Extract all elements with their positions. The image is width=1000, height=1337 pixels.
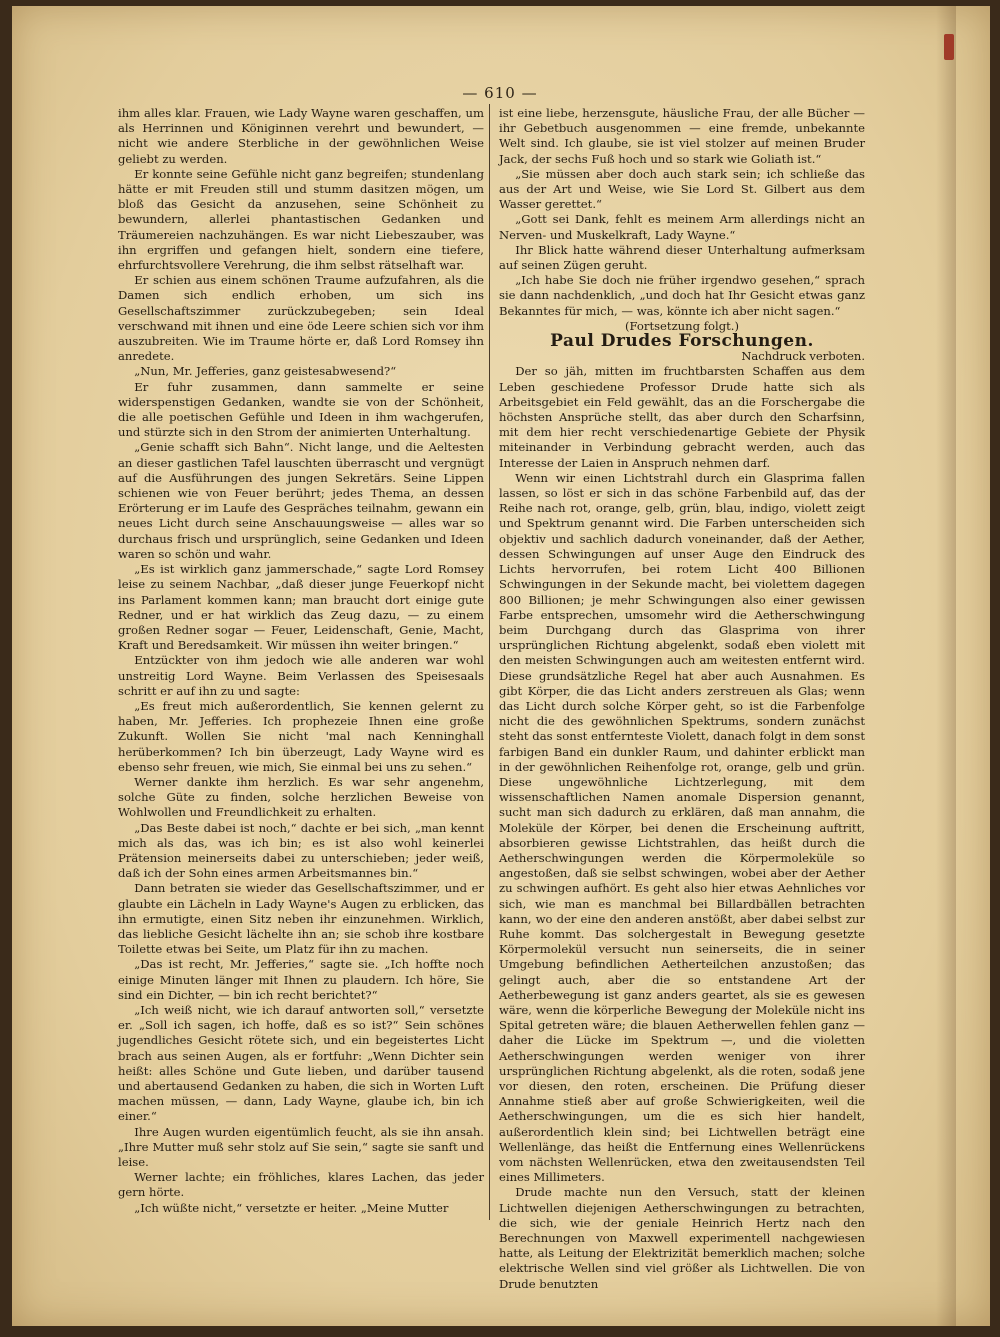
right-column (499, 106, 865, 1292)
paragraph: Wenn wir einen Lichtstrahl durch ein Glasprima fallen lassen, so löst er sich in das schöne Farbenbild auf, das der Reihe nach rot, orange, gelb, grün, blau, indigo, violett zeigt und Spektrum genannt wird. Die Farben unterscheiden sich objektiv und sachlich dadurch voneinander, daß der Aether, dessen Schwingungen auf unser Auge den Eindruck des Lichts hervorrufen, bei rotem Licht 400 Billionen Schwingungen in der Sekunde macht, bei violettem dagegen 800 Billionen; je mehr Schwingungen also einer gewissen Farbe entsprechen, umsomehr wird die Aetherschwingung beim Durchgang durch das Glasprima von ihrer ursprünglichen Richtung abgelenkt, sodaß eben violett mit den meisten Schwingungen auch am weitesten entfernt wird. Diese grundsätzliche Regel hat aber auch Ausnahmen. Es gibt Körper, die das Licht anders zerstreuen als Glas; wenn das Licht durch solche Körper geht, so ist die Farbenfolge nicht die des gewöhnlichen Spektrums, sondern zunächst steht das sonst entfernteste Violett, danach folgt in dem sonst farbigen Band ein dunkler Raum, und dahinter erblickt man in der gewöhnlichen Reihenfolge rot, orange, gelb und grün. Diese ungewöhnliche Lichtzerlegung, mit dem wissenschaftlichen Namen anomale Dispersion genannt, sucht man sich dadurch zu erklären, daß man annahm, die Moleküle der Körper, bei denen die Erscheinung auftritt, absorbieren gewisse Lichtstrahlen, das heißt durch die Aetherschwingungen werden die Körpermoleküle so angestoßen, daß sie selbst schwingen, wobei aber der Aether zu schwingen aufhört. Es geht also hier etwas Aehnliches vor sich, wie man es manchmal bei Billardbällen betrachten kann, wo der eine den anderen anstößt, aber dabei selbst zur Ruhe kommt. Das solchergestalt in Bewegung gesetzte Körpermolekül versucht nun seinerseits, die in seiner Umgebung befindlichen Aetherteilchen anzustoßen; das gelingt auch, aber die so entstandene Art der Aetherbewegung ist ganz anders geartet, als sie es gewesen wäre, wenn die körperliche Bewegung der Moleküle nicht ins Spital getreten wäre; die blauen Aetherwellen fehlen ganz — daher die Lücke im Spektrum —, und die violetten Aetherschwingungen werden weniger von ihrer ursprünglichen Richtung abgelenkt, als die roten, sodaß jene vor diesen, den roten, erscheinen. Die Prüfung dieser Annahme stieß aber auf große Schwierigkeiten, weil die Aetherschwingungen, um die es sich hier handelt, außerordentlich klein sind; bei Lichtwellen beträgt eine Wellenlänge, das heißt die Entfernung eines Wellenrückens vom nächsten Wellenrücken, etwa den zweitausendsten Teil eines Millimeters. (499, 470, 865, 1185)
column-divider (489, 104, 490, 1220)
paragraph: Ihre Augen wurden eigentümlich feucht, als sie ihn ansah. „Ihre Mutter muß sehr stolz auf Sie sein,“ sagte sie sanft und leise. (118, 1124, 484, 1170)
paragraph: „Sie müssen aber doch auch stark sein; ich schließe das aus der Art und Weise, wie Sie Lord St. Gilbert aus dem Wasser gerettet.“ (499, 166, 865, 212)
paragraph: Er fuhr zusammen, dann sammelte er seine widerspenstigen Gedanken, wandte sie von der Schönheit, die alle poetischen Gefühle und Ideen in ihm wachgerufen, und stürzte sich in den Strom der animierten Unterhaltung. (118, 379, 484, 440)
page-binding-shadow (936, 6, 956, 1326)
bookmark-tab (944, 34, 954, 60)
paragraph: Er konnte seine Gefühle nicht ganz begreifen; stundenlang hätte er mit Freuden still und stumm dasitzen mögen, um bloß das Gesicht da anzusehen, seine Schönheit zu bewundern, allerlei phantastischen Gedanken und Träumereien nachzuhängen. Es war nicht Liebeszauber, was ihn ergriffen und gefangen hielt, sondern eine tiefere, ehrfurchtsvollere Verehrung, die ihm selbst rätselhaft war. (118, 166, 484, 273)
reprint-note: Nachdruck verboten. (741, 349, 865, 364)
paragraph: „Gott sei Dank, fehlt es meinem Arm allerdings nicht an Nerven- und Muskelkraft, Lady Wayne.“ (499, 212, 865, 242)
paragraph: Entzückter von ihm jedoch wie alle anderen war wohl unstreitig Lord Wayne. Beim Verlassen des Speisesaals schritt er auf ihn zu und sagte: (118, 653, 484, 698)
continued-note: (Fortsetzung folgt.) (624, 318, 739, 333)
paragraph: „Genie schafft sich Bahn“. Nicht lange, und die Aeltesten an dieser gastlichen Tafel lauschten überrascht und vergnügt auf die Ausführungen des jungen Sekretärs. Seine Lippen schienen wie von Feuer berührt; jedes Thema, an dessen Erörterung er im Laufe des Gespräches teilnahm, gewann ein neues Licht durch seine Anschauungsweise — alles war so durchaus frisch und ursprünglich, seine Gedanken und Ideen waren so schön und wahr. (118, 440, 484, 561)
paragraph: Drude machte nun den Versuch, statt der kleinen Lichtwellen diejenigen Aetherschwingungen zu betrachten, die sich, wie der geniale Heinrich Hertz nach den Berechnungen von Maxwell experimentell nachgewiesen hatte, als Leitung der Elektrizität bemerklich machen; solche elektrische Wellen sind viel größer als Lichtwellen. Die von Drude benutzten (499, 1185, 865, 1291)
left-column (118, 106, 484, 1216)
paragraph: ist eine liebe, herzensgute, häusliche Frau, der alle Bücher — ihr Gebetbuch ausgenommen — eine fremde, unbekannte Welt sind. Ich glaube, sie ist viel stolzer auf meinen Bruder Jack, der sechs Fuß hoch und so stark wie Goliath ist.“ (499, 106, 865, 166)
paragraph: „Nun, Mr. Jefferies, ganz geistesabwesend?“ (134, 364, 397, 379)
paragraph: Er schien aus einem schönen Traume aufzufahren, als die Damen sich endlich erhoben, um sich ins Gesellschaftszimmer zurückzubegeben; sein Ideal verschwand mit ihnen und eine öde Leere schien sich vor ihm auszubreiten. Wie im Traume hörte er, daß Lord Romsey ihn anredete. (118, 273, 484, 364)
paragraph: „Ich weiß nicht, wie ich darauf antworten soll,“ versetzte er. „Soll ich sagen, ich hoffe, daß es so ist?“ Sein schönes jugendliches Gesicht rötete sich, und ein begeistertes Licht brach aus seinen Augen, als er fortfuhr: „Wenn Dichter sein heißt: alles Schöne und Gute lieben, und darüber tausend und abertausend Gedanken zu haben, die sich in Worten Luft machen müssen, — dann, Lady Wayne, glaube ich, bin ich einer.“ (118, 1002, 484, 1124)
paragraph: Werner dankte ihm herzlich. Es war sehr angenehm, solche Güte zu finden, solche herzlichen Beweise von Wohlwollen und Freundlichkeit zu erhalten. (118, 774, 484, 820)
paragraph: ihm alles klar. Frauen, wie Lady Wayne waren geschaffen, um als Herrinnen und Königinnen verehrt und bewundert, — nicht wie andere Sterbliche in der gewöhnlichen Weise geliebt zu werden. (118, 106, 484, 166)
paragraph: Der so jäh, mitten im fruchtbarsten Schaffen aus dem Leben geschiedene Professor Drude hatte sich als Arbeitsgebiet ein Feld gewählt, das an die Forschergabe die höchsten Ansprüche stellt, das aber durch den Scharfsinn, mit dem hier recht verschiedenartige Gebiete der Physik miteinander in Verbindung gebracht werden, auch das Interesse der Laien in Anspruch nehmen darf. (499, 364, 865, 470)
paragraph: „Es freut mich außerordentlich, Sie kennen gelernt zu haben, Mr. Jefferies. Ich prophezeie Ihnen eine große Zukunft. Wollen Sie nicht 'mal nach Kenninghall herüberkommen? Ich bin überzeugt, Lady Wayne wird es ebenso sehr freuen, wie mich, Sie einmal bei uns zu sehen.“ (118, 698, 484, 774)
article-title: Paul Drudes Forschungen. (550, 331, 814, 352)
paragraph: „Das Beste dabei ist noch,“ dachte er bei sich, „man kennt mich als das, was ich bin; es ist also wohl keinerlei Prätension meinerseits dabei zu unterschieben; jeder weiß, daß ich der Sohn eines armen Arbeitsmannes bin.“ (118, 820, 484, 881)
paragraph: Dann betraten sie wieder das Gesellschaftszimmer, und er glaubte ein Lächeln in Lady Wayne's Augen zu erblicken, das ihn ermutigte, einen Sitz neben ihr einzunehmen. Wirklich, das liebliche Gesicht lächelte ihn an; sie schob ihre kostbare Toilette etwas bei Seite, um Platz für ihn zu machen. (118, 881, 484, 957)
paragraph: „Ich habe Sie doch nie früher irgendwo gesehen,“ sprach sie dann nachdenklich, „und doch hat Ihr Gesicht etwas ganz Bekanntes für mich, — was, könnte ich aber nicht sagen.“ (499, 273, 865, 318)
paragraph: Werner lachte; ein fröhliches, klares Lachen, das jeder gern hörte. (118, 1170, 484, 1200)
paragraph: „Ich wüßte nicht,“ versetzte er heiter. „Meine Mutter (134, 1200, 449, 1215)
paragraph: „Das ist recht, Mr. Jefferies,“ sagte sie. „Ich hoffte noch einige Minuten länger mit Ihnen zu plaudern. Ich höre, Sie sind ein Dichter, — bin ich recht berichtet?“ (118, 957, 484, 1002)
page-number: — 610 — (462, 84, 538, 102)
paragraph: Ihr Blick hatte während dieser Unterhaltung aufmerksam auf seinen Zügen geruht. (499, 242, 865, 273)
paragraph: „Es ist wirklich ganz jammerschade,“ sagte Lord Romsey leise zu seinem Nachbar, „daß dieser junge Feuerkopf nicht ins Parlament kommen kann; man braucht dort einige gute Redner, und er hat wirklich das Zeug dazu, — zu einem großen Redner sogar — Feuer, Leidenschaft, Genie, Macht, Kraft und Beredsamkeit. Wir müssen ihn weiter bringen.“ (118, 562, 484, 653)
